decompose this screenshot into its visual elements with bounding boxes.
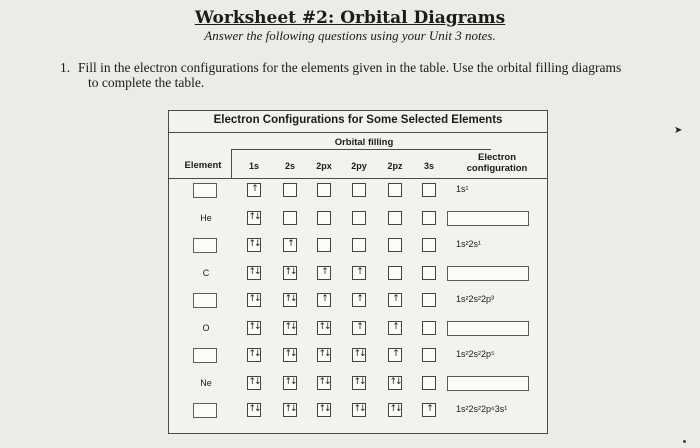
table-title: Electron Configurations for Some Selected Elements (213, 114, 503, 126)
element-symbol: O (202, 323, 210, 333)
orbital-box-2pz: ↑↓ (388, 403, 402, 417)
element-symbol: He (200, 213, 212, 223)
config-answer-box[interactable] (447, 211, 529, 226)
speck-mark (683, 440, 686, 443)
element-answer-box[interactable] (193, 403, 217, 418)
orbital-box-2pz (388, 238, 402, 252)
orbital-box-2pz (388, 266, 402, 280)
orbital-box-2pz: ↑↓ (388, 376, 402, 390)
orbital-box-3s (422, 211, 436, 225)
header-divider (231, 149, 491, 150)
orbital-header-2py: 2py (351, 161, 367, 171)
orbital-box-2py: ↑↓ (352, 348, 366, 362)
orbital-box-2px: ↑↓ (317, 403, 331, 417)
config-answer-box[interactable] (447, 376, 529, 391)
config-column-header (447, 152, 547, 174)
orbital-box-1s: ↑↓ (247, 376, 261, 390)
worksheet-subtitle: Answer the following questions using your Unit 3 notes. (204, 28, 496, 43)
orbital-box-2pz (388, 183, 402, 197)
config-header-line1: Electron (477, 152, 516, 163)
orbital-box-2py (352, 183, 366, 197)
orbital-filling-header: Orbital filling (334, 137, 394, 148)
orbital-box-2py: ↑ (352, 293, 366, 307)
worksheet-title: Worksheet #2: Orbital Diagrams (194, 8, 506, 28)
orbital-box-1s: ↑↓ (247, 321, 261, 335)
question-text-line2: to complete the table. (88, 75, 205, 90)
config-answer-box[interactable] (447, 266, 529, 281)
orbital-box-2s: ↑ (283, 238, 297, 252)
orbital-box-3s (422, 321, 436, 335)
orbital-header-1s: 1s (248, 161, 259, 171)
orbital-box-2px (317, 211, 331, 225)
orbital-box-3s (422, 266, 436, 280)
orbital-box-2px: ↑ (317, 293, 331, 307)
element-answer-box[interactable] (193, 238, 217, 253)
orbital-box-1s: ↑ (247, 183, 261, 197)
orbital-box-1s: ↑↓ (247, 403, 261, 417)
pointer-cursor-icon: ➤ (674, 125, 683, 136)
orbital-box-2px: ↑↓ (317, 348, 331, 362)
electron-config-table (168, 110, 548, 434)
question-text-line1: Fill in the electron configurations for the elements given in the table. Use the orbital filling diagrams (78, 60, 622, 75)
config-text: 1s²2s²2p⁵ (456, 349, 495, 359)
orbital-box-2px (317, 183, 331, 197)
header-bottom-rule (169, 178, 547, 179)
orbital-box-1s: ↑↓ (247, 293, 261, 307)
orbital-box-2s: ↑↓ (283, 403, 297, 417)
orbital-box-1s: ↑↓ (247, 238, 261, 252)
orbital-box-2pz: ↑ (388, 321, 402, 335)
orbital-box-2px: ↑↓ (317, 321, 331, 335)
orbital-header-2pz: 2pz (387, 161, 403, 171)
element-column-header: Element (184, 160, 222, 171)
orbital-box-2s: ↑↓ (283, 376, 297, 390)
orbital-box-2px: ↑ (317, 266, 331, 280)
orbital-box-2py: ↑ (352, 321, 366, 335)
orbital-box-2s (283, 211, 297, 225)
orbital-box-2py: ↑↓ (352, 403, 366, 417)
element-symbol: C (202, 268, 210, 278)
orbital-box-3s (422, 293, 436, 307)
config-header-line2: configuration (466, 163, 528, 174)
orbital-box-2pz: ↑ (388, 348, 402, 362)
table-divider (169, 132, 547, 133)
orbital-box-2py (352, 211, 366, 225)
orbital-box-3s (422, 183, 436, 197)
element-answer-box[interactable] (193, 183, 217, 198)
orbital-box-2pz (388, 211, 402, 225)
element-answer-box[interactable] (193, 348, 217, 363)
element-answer-box[interactable] (193, 293, 217, 308)
orbital-box-3s (422, 348, 436, 362)
config-answer-box[interactable] (447, 321, 529, 336)
config-text: 1s²2s²2p³ (456, 294, 495, 304)
orbital-box-2py: ↑↓ (352, 376, 366, 390)
orbital-box-3s (422, 376, 436, 390)
orbital-box-1s: ↑↓ (247, 348, 261, 362)
config-text: 1s²2s¹ (456, 239, 482, 249)
orbital-box-2s: ↑↓ (283, 293, 297, 307)
orbital-box-2s (283, 183, 297, 197)
orbital-box-2py: ↑ (352, 266, 366, 280)
orbital-box-2px: ↑↓ (317, 376, 331, 390)
orbital-box-2s: ↑↓ (283, 348, 297, 362)
question-text (78, 60, 648, 90)
orbital-box-2s: ↑↓ (283, 266, 297, 280)
orbital-box-1s: ↑↓ (247, 266, 261, 280)
orbital-box-3s (422, 238, 436, 252)
question-number: 1. (60, 60, 71, 75)
orbital-box-2pz: ↑ (388, 293, 402, 307)
config-text: 1s¹ (456, 184, 469, 194)
orbital-box-2px (317, 238, 331, 252)
orbital-box-1s: ↑↓ (247, 211, 261, 225)
orbital-box-3s: ↑ (422, 403, 436, 417)
orbital-header-2s: 2s (284, 161, 295, 171)
orbital-header-3s: 3s (423, 161, 434, 171)
orbital-box-2py (352, 238, 366, 252)
column-divider (231, 150, 232, 178)
orbital-header-2px: 2px (316, 161, 332, 171)
element-symbol: Ne (200, 378, 212, 388)
orbital-box-2s: ↑↓ (283, 321, 297, 335)
config-text: 1s²2s²2p⁶3s¹ (456, 404, 508, 414)
